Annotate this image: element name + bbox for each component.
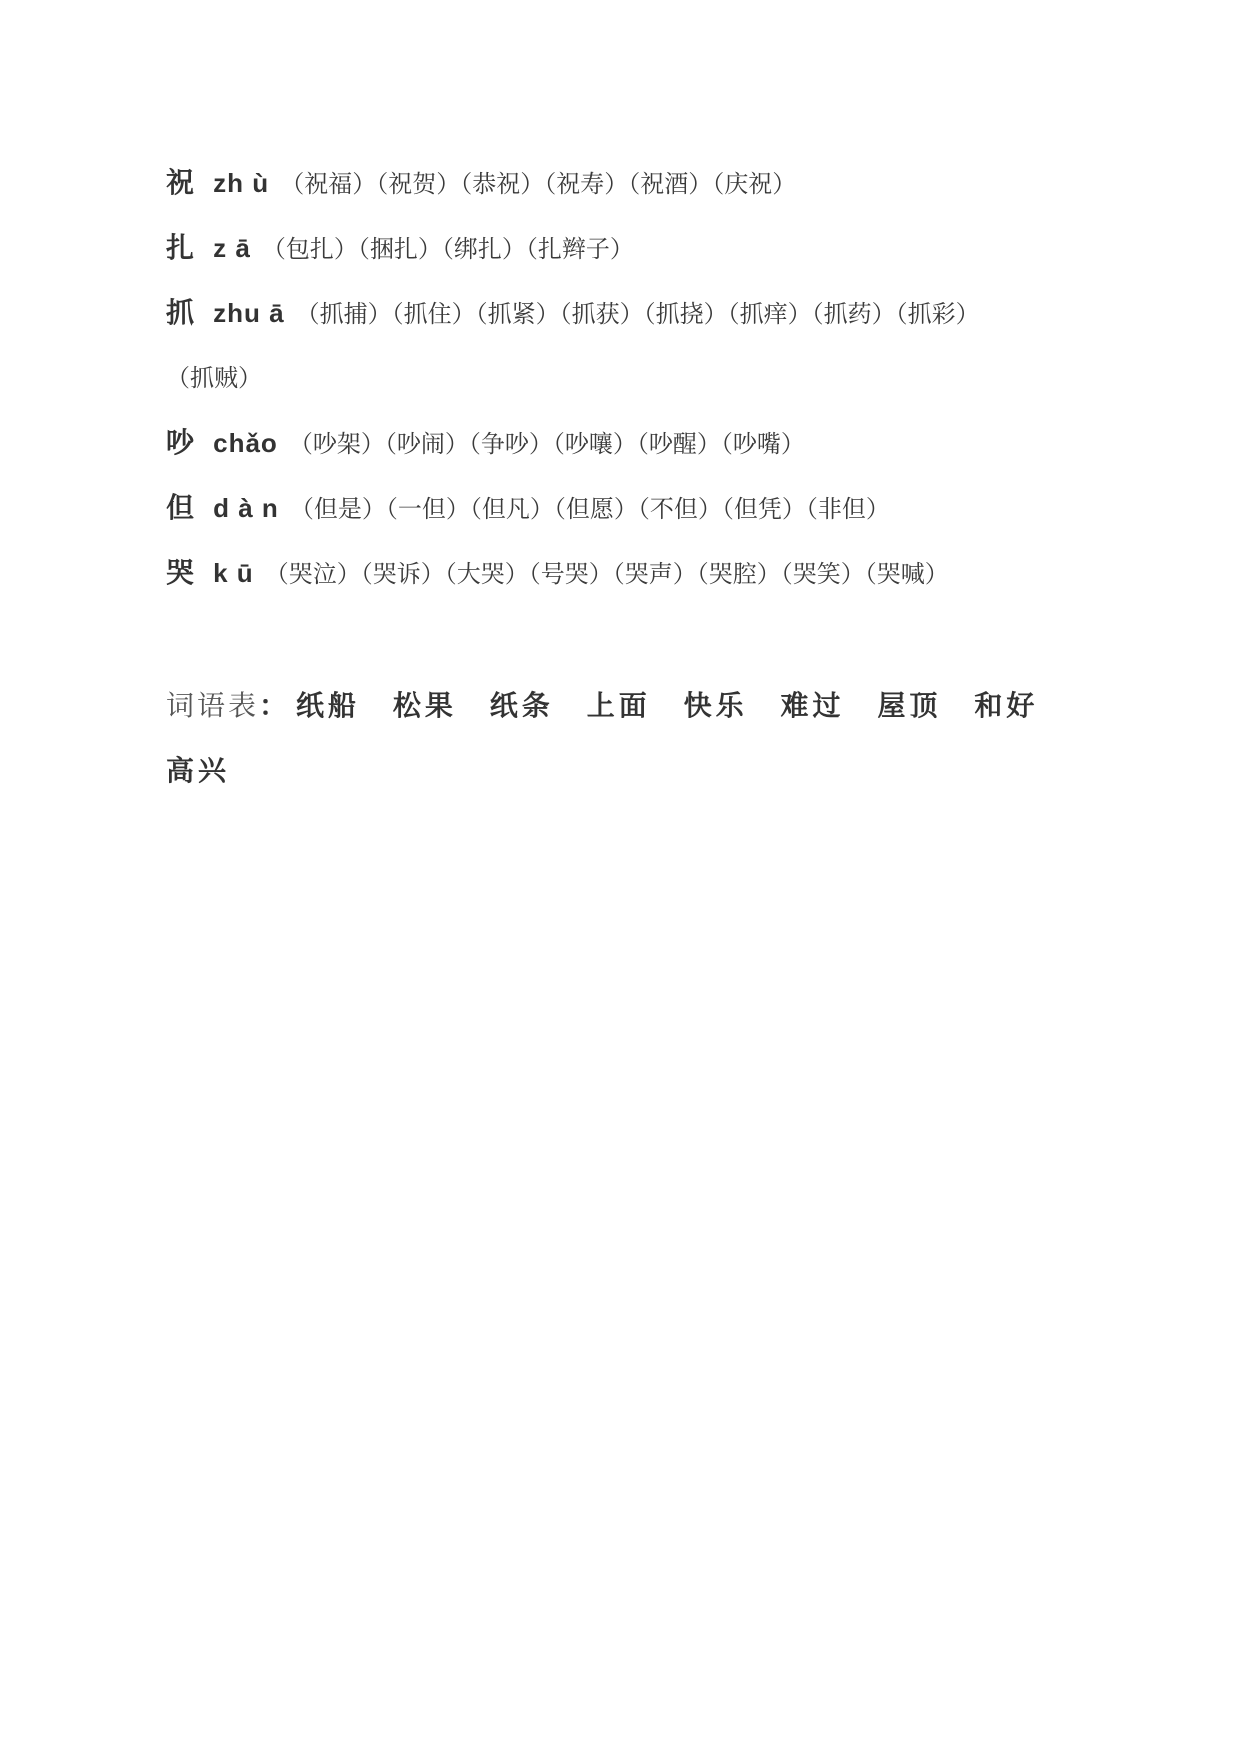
entry-char: 但 xyxy=(166,491,195,524)
vocabulary-word: 和好 xyxy=(974,689,1039,722)
vocabulary-word: 难过 xyxy=(780,689,845,722)
entry-char: 扎 xyxy=(166,231,195,264)
vocabulary-word: 高兴 xyxy=(166,754,231,787)
entry-char: 祝 xyxy=(166,166,195,199)
vocabulary-label: 词语表 xyxy=(166,689,260,722)
vocabulary-word: 上面 xyxy=(586,689,651,722)
entry-pinyin: z ā xyxy=(213,233,251,263)
entry-words: （哭泣）（哭诉）（大哭）（号哭）（哭声）（哭腔）（哭笑）（哭喊） xyxy=(264,560,949,588)
entry-pinyin: zh ù xyxy=(213,168,270,198)
entry-words: （包扎）（捆扎）（绑扎）（扎辫子） xyxy=(261,235,634,263)
entry-pinyin: chǎo xyxy=(213,428,278,458)
vocabulary-word: 屋顶 xyxy=(877,689,942,722)
document-page xyxy=(166,158,1086,803)
entry-chao xyxy=(166,418,1086,483)
entry-char: 吵 xyxy=(166,426,195,459)
entry-zhua xyxy=(166,288,1086,353)
vocabulary-word: 纸船 xyxy=(295,689,360,722)
entry-words-continuation: （抓贼） xyxy=(166,364,262,392)
vocabulary-word: 纸条 xyxy=(489,689,554,722)
entry-zhu xyxy=(166,158,1086,223)
entry-words: （但是）（一但）（但凡）（但愿）（不但）（但凭）（非但） xyxy=(289,495,890,523)
entry-pinyin: d à n xyxy=(213,493,279,523)
entry-words: （祝福）（祝贺）（恭祝）（祝寿）（祝酒）（庆祝） xyxy=(280,170,797,198)
entry-ku xyxy=(166,548,1086,613)
vocabulary-list xyxy=(166,673,1086,803)
entry-za xyxy=(166,223,1086,288)
entry-char: 抓 xyxy=(166,296,195,329)
entry-words: （抓捕）（抓住）（抓紧）（抓获）（抓挠）（抓痒）（抓药）（抓彩） xyxy=(295,300,980,328)
vocabulary-word: 松果 xyxy=(392,689,457,722)
entry-pinyin: k ū xyxy=(213,558,254,588)
entry-pinyin: zhu ā xyxy=(213,298,285,328)
entry-words: （吵架）（吵闹）（争吵）（吵嚷）（吵醒）（吵嘴） xyxy=(288,430,805,458)
vocabulary-colon: ： xyxy=(259,689,288,722)
vocabulary-word: 快乐 xyxy=(683,689,748,722)
entry-dan xyxy=(166,483,1086,548)
entry-char: 哭 xyxy=(166,556,195,589)
